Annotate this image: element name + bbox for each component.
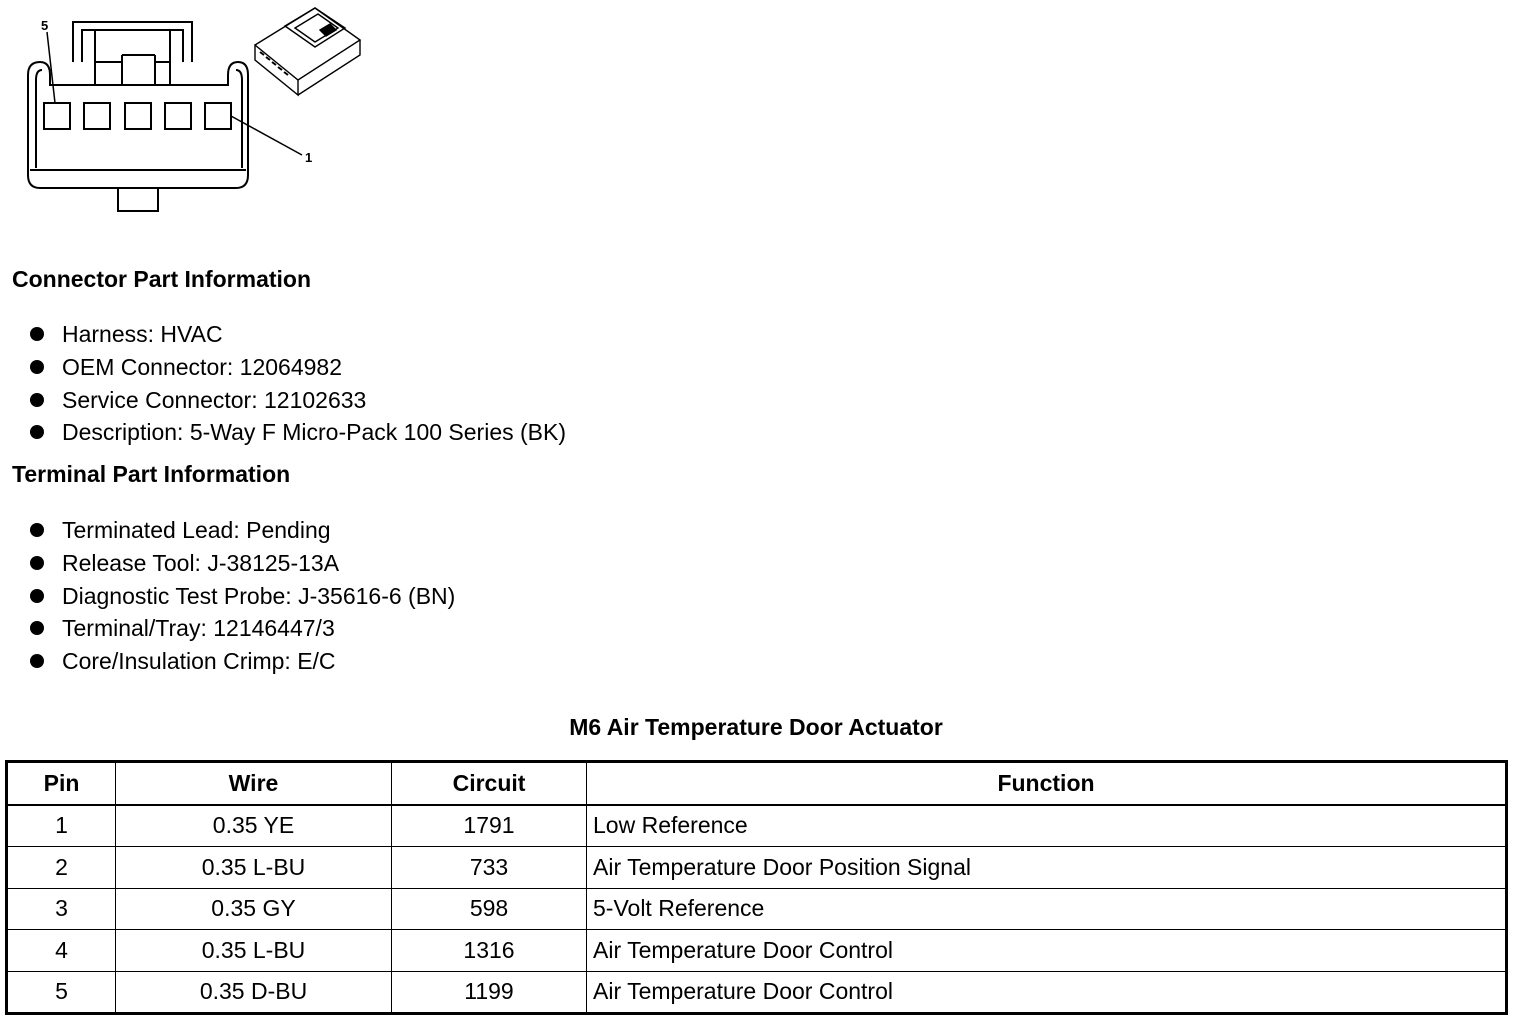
pin-5-label: 5 xyxy=(41,18,49,33)
terminal-info-list xyxy=(28,514,455,678)
header-pin: Pin xyxy=(7,762,116,805)
cell-circuit: 1199 xyxy=(392,971,587,1014)
list-item-text: Harness: HVAC xyxy=(62,321,223,347)
cell-pin: 1 xyxy=(7,805,116,847)
bullet-icon xyxy=(30,654,44,668)
table-row xyxy=(7,888,1507,930)
header-wire: Wire xyxy=(116,762,392,805)
connector-iso-icon xyxy=(255,8,360,95)
cell-function: 5-Volt Reference xyxy=(587,888,1507,930)
cell-circuit: 1791 xyxy=(392,805,587,847)
cell-wire: 0.35 D-BU xyxy=(116,971,392,1014)
cell-wire: 0.35 YE xyxy=(116,805,392,847)
list-item xyxy=(28,645,455,678)
connector-info-list xyxy=(28,318,566,449)
list-item xyxy=(28,416,566,449)
bullet-icon xyxy=(30,360,44,374)
table-row xyxy=(7,805,1507,847)
cell-function: Air Temperature Door Position Signal xyxy=(587,847,1507,889)
list-item xyxy=(28,351,566,384)
list-item-text: Terminal/Tray: 12146447/3 xyxy=(62,615,335,642)
table-row xyxy=(7,971,1507,1014)
cell-wire: 0.35 L-BU xyxy=(116,930,392,972)
list-item xyxy=(28,514,455,547)
connector-info-heading: Connector Part Information xyxy=(12,266,312,292)
header-circuit: Circuit xyxy=(392,762,587,805)
bullet-icon xyxy=(30,556,44,570)
list-item xyxy=(28,547,455,580)
pinout-table xyxy=(5,760,1508,1015)
list-item-text: Release Tool: J-38125-13A xyxy=(62,549,340,576)
cell-circuit: 1316 xyxy=(392,930,587,972)
table-row xyxy=(7,930,1507,972)
bullet-icon xyxy=(30,621,44,635)
list-item-text: OEM Connector: 12064982 xyxy=(62,353,343,380)
list-item xyxy=(28,612,455,645)
cell-circuit: 733 xyxy=(392,847,587,889)
cell-pin: 2 xyxy=(7,847,116,889)
cell-pin: 5 xyxy=(7,971,116,1014)
bullet-icon xyxy=(30,589,44,603)
table-header-row xyxy=(7,762,1507,805)
cell-function: Low Reference xyxy=(587,805,1507,847)
connector-diagram xyxy=(0,0,380,220)
cell-wire: 0.35 L-BU xyxy=(116,847,392,889)
list-item-text: Description: 5-Way F Micro-Pack 100 Series (BK) xyxy=(62,419,567,446)
table-title: M6 Air Temperature Door Actuator xyxy=(569,714,943,740)
list-item-text: Terminated Lead: Pending xyxy=(62,517,331,543)
list-item-text: Diagnostic Test Probe: J-35616-6 (BN) xyxy=(62,582,456,609)
cell-function: Air Temperature Door Control xyxy=(587,930,1507,972)
terminal-info-heading: Terminal Part Information xyxy=(12,461,291,487)
cell-circuit: 598 xyxy=(392,888,587,930)
bullet-icon xyxy=(30,425,44,439)
list-item xyxy=(28,318,566,351)
list-item-text: Service Connector: 12102633 xyxy=(62,386,367,413)
list-item xyxy=(28,580,455,613)
header-function: Function xyxy=(587,762,1507,805)
list-item-text: Core/Insulation Crimp: E/C xyxy=(62,648,336,675)
bullet-icon xyxy=(30,393,44,407)
cell-pin: 3 xyxy=(7,888,116,930)
cell-wire: 0.35 GY xyxy=(116,888,392,930)
table-row xyxy=(7,847,1507,889)
cell-function: Air Temperature Door Control xyxy=(587,971,1507,1014)
list-item xyxy=(28,384,566,417)
bullet-icon xyxy=(30,523,44,537)
bullet-icon xyxy=(30,327,44,341)
cell-pin: 4 xyxy=(7,930,116,972)
pin-1-label: 1 xyxy=(305,150,313,165)
